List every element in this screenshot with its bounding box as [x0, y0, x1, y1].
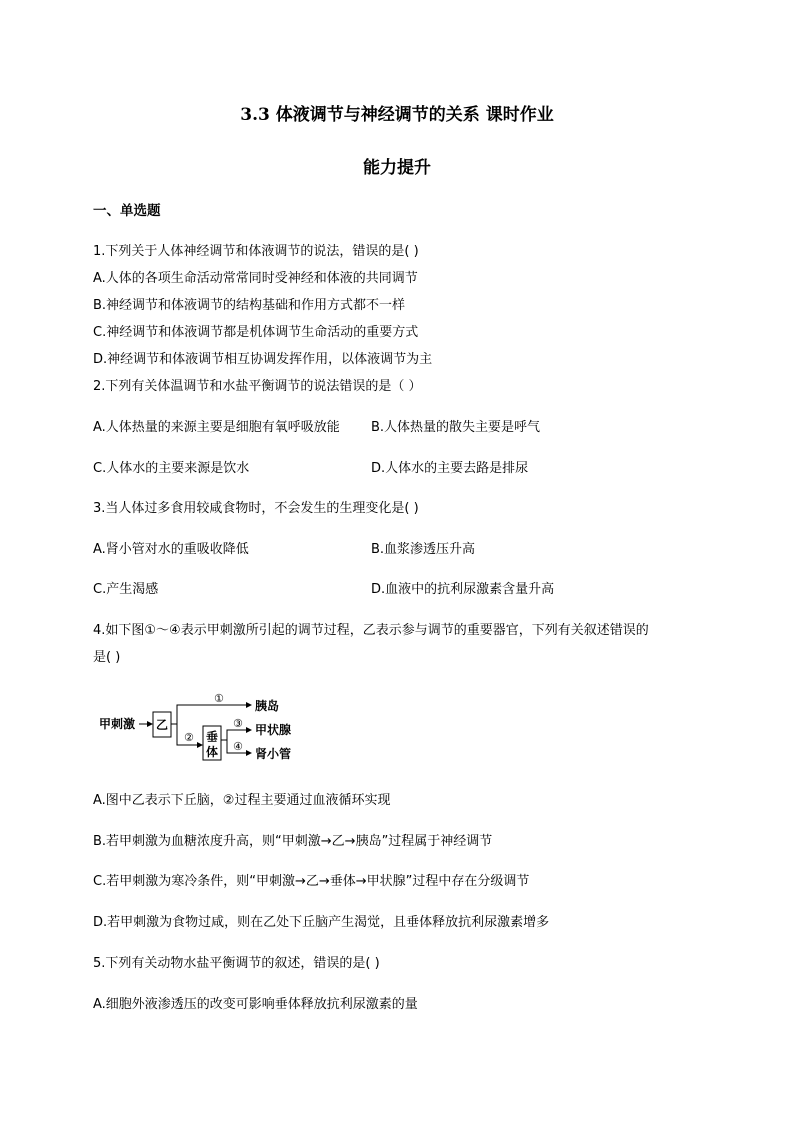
question-1-option-b: B.神经调节和体液调节的结构基础和作用方式都不一样 [93, 298, 406, 313]
mark-2: ② [184, 731, 194, 744]
question-3-stem: 3.当人体过多食用较咸食物时，不会发生的生理变化是( ) [93, 501, 419, 516]
question-3-option-a: A.肾小管对水的重吸收降低 [93, 542, 249, 557]
mark-3: ③ [233, 717, 243, 730]
question-4-option-d: D.若甲刺激为食物过咸，则在乙处下丘脑产生渴觉，且垂体释放抗利尿激素增多 [93, 915, 550, 930]
question-1-option-a: A.人体的各项生命活动常常同时受神经和体液的共同调节 [93, 271, 418, 286]
question-5-option-a: A.细胞外液渗透压的改变可影响垂体释放抗利尿激素的量 [93, 997, 418, 1012]
pituitary-label-bottom: 体 [206, 745, 219, 759]
question-1-option-d: D.神经调节和体液调节相互协调发挥作用，以体液调节为主 [93, 352, 433, 367]
page-subtitle: 能力提升 [363, 158, 431, 178]
regulation-flow-diagram [93, 690, 313, 762]
question-4-option-a: A.图中乙表示下丘脑，②过程主要通过血液循环实现 [93, 793, 391, 808]
question-3-option-d: D.血液中的抗利尿激素含量升高 [371, 582, 555, 597]
question-2-option-c: C.人体水的主要来源是饮水 [93, 461, 250, 476]
question-5-stem: 5.下列有关动物水盐平衡调节的叙述，错误的是( ) [93, 956, 380, 971]
question-3-option-b: B.血浆渗透压升高 [371, 542, 476, 557]
mark-4: ④ [233, 740, 243, 753]
stimulus-label: 甲刺激 [99, 717, 136, 731]
target-pancreas: 胰岛 [255, 699, 280, 713]
question-4-stem-line-1: 4.如下图①～④表示甲刺激所引起的调节过程，乙表示参与调节的重要器官，下列有关叙述错误的 [93, 623, 649, 638]
question-4-option-b: B.若甲刺激为血糖浓度升高，则“甲刺激→乙→胰岛”过程属于神经调节 [93, 834, 493, 849]
organ-label: 乙 [156, 718, 169, 732]
page-title: 3.3 体液调节与神经调节的关系 课时作业 [240, 105, 554, 125]
mark-1: ① [214, 692, 224, 705]
question-4-stem-line-2: 是( ) [93, 650, 121, 665]
question-2-option-d: D.人体水的主要去路是排尿 [371, 461, 529, 476]
question-1-option-c: C.神经调节和体液调节都是机体调节生命活动的重要方式 [93, 325, 419, 340]
target-renal-tubule: 肾小管 [255, 747, 292, 761]
section-heading: 一、单选题 [93, 203, 161, 219]
pituitary-label-top: 垂 [206, 730, 219, 744]
question-1-stem: 1.下列关于人体神经调节和体液调节的说法，错误的是( ) [93, 244, 419, 259]
question-2-option-b: B.人体热量的散失主要是呼气 [371, 420, 541, 435]
question-4-option-c: C.若甲刺激为寒冷条件，则“甲刺激→乙→垂体→甲状腺”过程中存在分级调节 [93, 874, 530, 889]
target-thyroid: 甲状腺 [255, 723, 292, 737]
question-2-option-a: A.人体热量的来源主要是细胞有氧呼吸放能 [93, 420, 340, 435]
question-3-option-c: C.产生渴感 [93, 582, 159, 597]
arrow-to-thyroid [221, 730, 251, 740]
question-2-stem: 2.下列有关体温调节和水盐平衡调节的说法错误的是（ ） [93, 379, 422, 394]
